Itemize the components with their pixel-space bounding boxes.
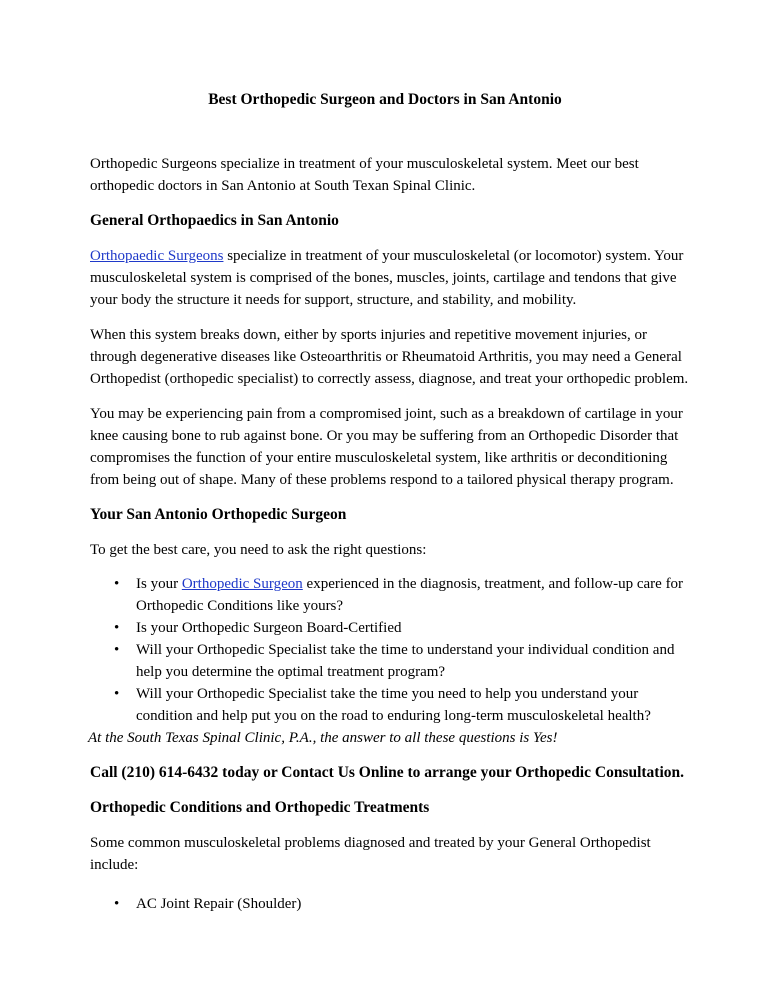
section-heading-surgeon: Your San Antonio Orthopedic Surgeon <box>90 506 347 523</box>
list-item-text: Is your <box>136 576 182 592</box>
questions-lead: To get the best care, you need to ask the right questions: <box>90 542 427 558</box>
list-item-text: Will your Orthopedic Specialist take the time you need to help you understand your condition and help put you on the road to enduring long-term musculoskeletal health? <box>136 686 651 724</box>
document-content <box>90 89 690 915</box>
intro-paragraph: Orthopedic Surgeons specialize in treatment of your musculoskeletal system. Meet our best orthopedic doctors in San Antonio at South Texan Spinal Clinic. <box>90 156 639 194</box>
list-item-text: experienced in the diagnosis, treatment, and follow-up care for Orthopedic Conditions like yours? <box>136 576 684 614</box>
paragraph-orthopaedic-surgeons <box>90 245 690 311</box>
list-item <box>90 893 690 915</box>
section-heading-general: General Orthopaedics in San Antonio <box>90 212 339 229</box>
bullet-icon: • <box>114 642 120 658</box>
page-title: Best Orthopedic Surgeon and Doctors in San Antonio <box>208 91 562 108</box>
list-item-text: Will your Orthopedic Specialist take the time to understand your individual condition and help you determine the optimal treatment program? <box>136 642 675 680</box>
conditions-list <box>90 893 690 915</box>
paragraph-pain: You may be experiencing pain from a compromised joint, such as a breakdown of cartilage in your knee causing bone to rub against bone. Or you may be suffering from an Orthopedic Disorder that compromises the function of your entire musculoskeletal system, like arthritis or deconditioning from being out of shape. Many of these problems respond to a tailored physical therapy program. <box>90 406 683 488</box>
questions-list <box>90 573 690 727</box>
bullet-icon: • <box>114 576 120 592</box>
conditions-lead: Some common musculoskeletal problems diagnosed and treated by your General Orthopedist include: <box>90 835 651 873</box>
orthopedic-surgeon-link[interactable]: Orthopedic Surgeon <box>181 576 303 592</box>
section-heading-conditions: Orthopedic Conditions and Orthopedic Treatments <box>90 799 430 816</box>
list-item-text: Is your Orthopedic Surgeon Board-Certified <box>136 620 402 636</box>
paragraph-system-breakdown: When this system breaks down, either by sports injuries and repetitive movement injuries, or through degenerative diseases like Osteoarthritis or Rheumatoid Arthritis, you may need a General Orthopedist (orthopedic specialist) to correctly assess, diagnose, and treat your orthopedic problem. <box>90 327 689 387</box>
bullet-icon: • <box>114 896 120 912</box>
bullet-icon: • <box>114 620 120 636</box>
list-item <box>90 683 690 727</box>
list-item <box>90 639 690 683</box>
answer-statement: At the South Texas Spinal Clinic, P.A., the answer to all these questions is Yes! <box>88 730 558 746</box>
paragraph-text: specialize in treatment of your musculoskeletal (or locomotor) system. Your musculoskeletal system is comprised of the bones, muscles, joints, cartilage and tendons that give your body the structure it needs for support, structure, and stability, and mobility. <box>90 248 684 308</box>
list-item <box>90 573 690 617</box>
call-to-action: Call (210) 614-6432 today or Contact Us Online to arrange your Orthopedic Consultation. <box>90 764 685 781</box>
list-item <box>90 617 690 639</box>
orthopaedic-surgeons-link[interactable]: Orthopaedic Surgeons <box>90 248 224 264</box>
list-item-text: AC Joint Repair (Shoulder) <box>136 896 302 912</box>
bullet-icon: • <box>114 686 120 702</box>
